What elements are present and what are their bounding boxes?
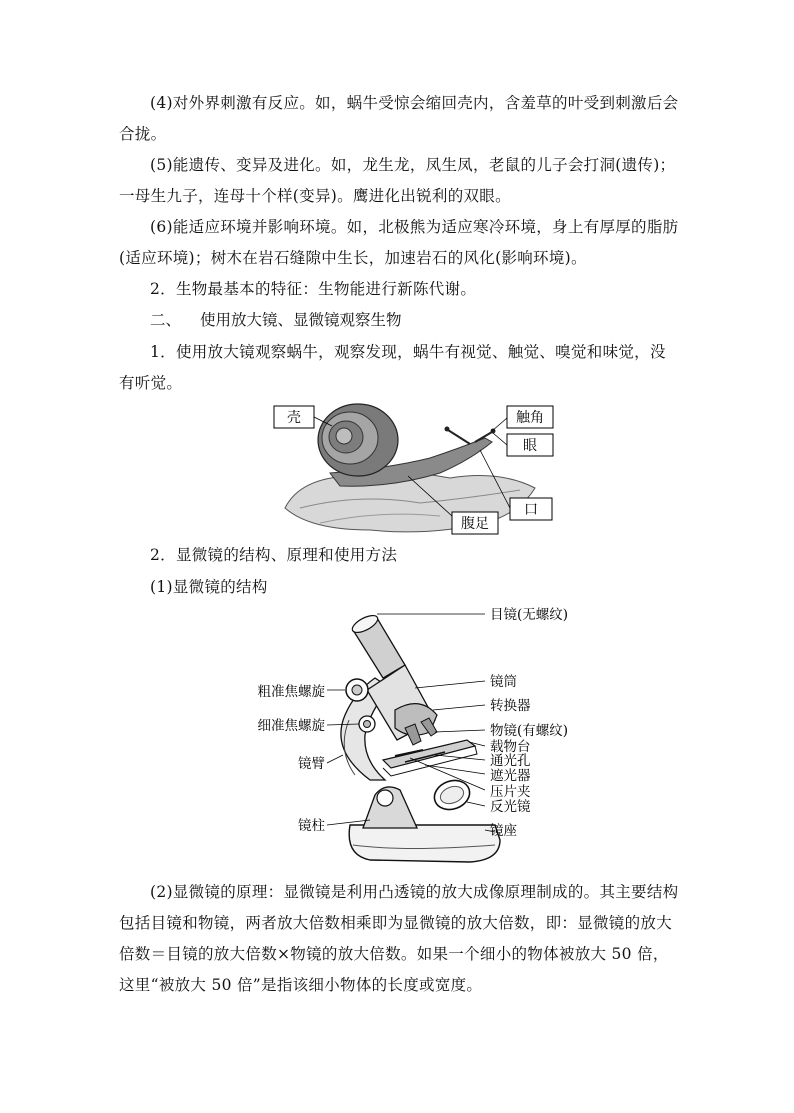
paragraph-microscope-heading: 2．显微镜的结构、原理和使用方法 [150, 546, 398, 564]
section-heading-2 [150, 305, 402, 336]
label-foot: 腹足 [461, 516, 489, 532]
paragraph-response: (4)对外界刺激有反应。如，蜗牛受惊会缩回壳内，含羞草的叶受到刺激后会合拢。 [119, 94, 679, 143]
label-tentacle: 触角 [516, 410, 544, 426]
label-pillar: 镜柱 [298, 818, 325, 834]
section-number: 二、 [150, 311, 182, 329]
microscope-base [349, 825, 500, 862]
label-coarse-adjustment: 粗准焦螺旋 [257, 684, 325, 700]
label-base: 镜座 [490, 823, 517, 839]
label-nosepiece: 转换器 [490, 698, 531, 714]
paragraph-structure-heading: (1)显微镜的结构 [150, 578, 268, 596]
label-light-hole: 通光孔 [490, 753, 531, 769]
label-objective: 物镜(有螺纹) [490, 723, 569, 739]
paragraph-heredity-line1: (5)能遗传、变异及进化。如，龙生龙，凤生凤，老鼠的儿子会打洞(遗传)； [150, 156, 676, 174]
label-fine-adjustment: 细准焦螺旋 [257, 718, 325, 734]
label-tube: 镜筒 [490, 674, 517, 690]
paragraph-basic-feature: 2．生物最基本的特征：生物能进行新陈代谢。 [150, 280, 477, 298]
label-diaphragm: 遮光器 [490, 768, 531, 784]
section-title: 使用放大镜、显微镜观察生物 [200, 311, 402, 329]
label-eyepiece: 目镜(无螺纹) [490, 607, 569, 623]
label-eye: 眼 [523, 438, 537, 454]
label-stage-clip: 压片夹 [490, 784, 531, 800]
paragraph-adaptation: (6)能适应环境并影响环境。如，北极熊为适应寒冷环境，身上有厚厚的脂肪(适应环境)；树木在岩石缝隙中生长，加速岩石的风化(影响环境)。 [119, 218, 679, 267]
snail-figure [270, 398, 560, 538]
label-arm: 镜臂 [298, 756, 325, 772]
paragraph-microscope-principle: (2)显微镜的原理：显微镜是利用凸透镜的放大成像原理制成的。其主要结构包括目镜和物镜，两者放大倍数相乘即为显微镜的放大倍数，即：显微镜的放大倍数＝目镜的放大倍数×物镜的放大倍数。如果一个细小的物体被放大 50 倍，这里“被放大 50 倍”是指该细小物体的长度或宽度。 [119, 883, 679, 994]
microscope-figure [245, 600, 590, 870]
label-shell: 壳 [287, 410, 301, 426]
snail-shell [318, 404, 398, 476]
label-mouth: 口 [524, 502, 538, 518]
microscope-stage [383, 740, 475, 768]
paragraph-snail-observation: 1．使用放大镜观察蜗牛，观察发现，蜗牛有视觉、触觉、嗅觉和味觉，没有听觉。 [119, 343, 666, 392]
label-mirror: 反光镜 [490, 799, 531, 815]
paragraph-heredity-line2: 一母生九子，连母十个样(变异)。鹰进化出锐利的双眼。 [119, 187, 511, 205]
label-stage: 载物台 [490, 739, 531, 755]
